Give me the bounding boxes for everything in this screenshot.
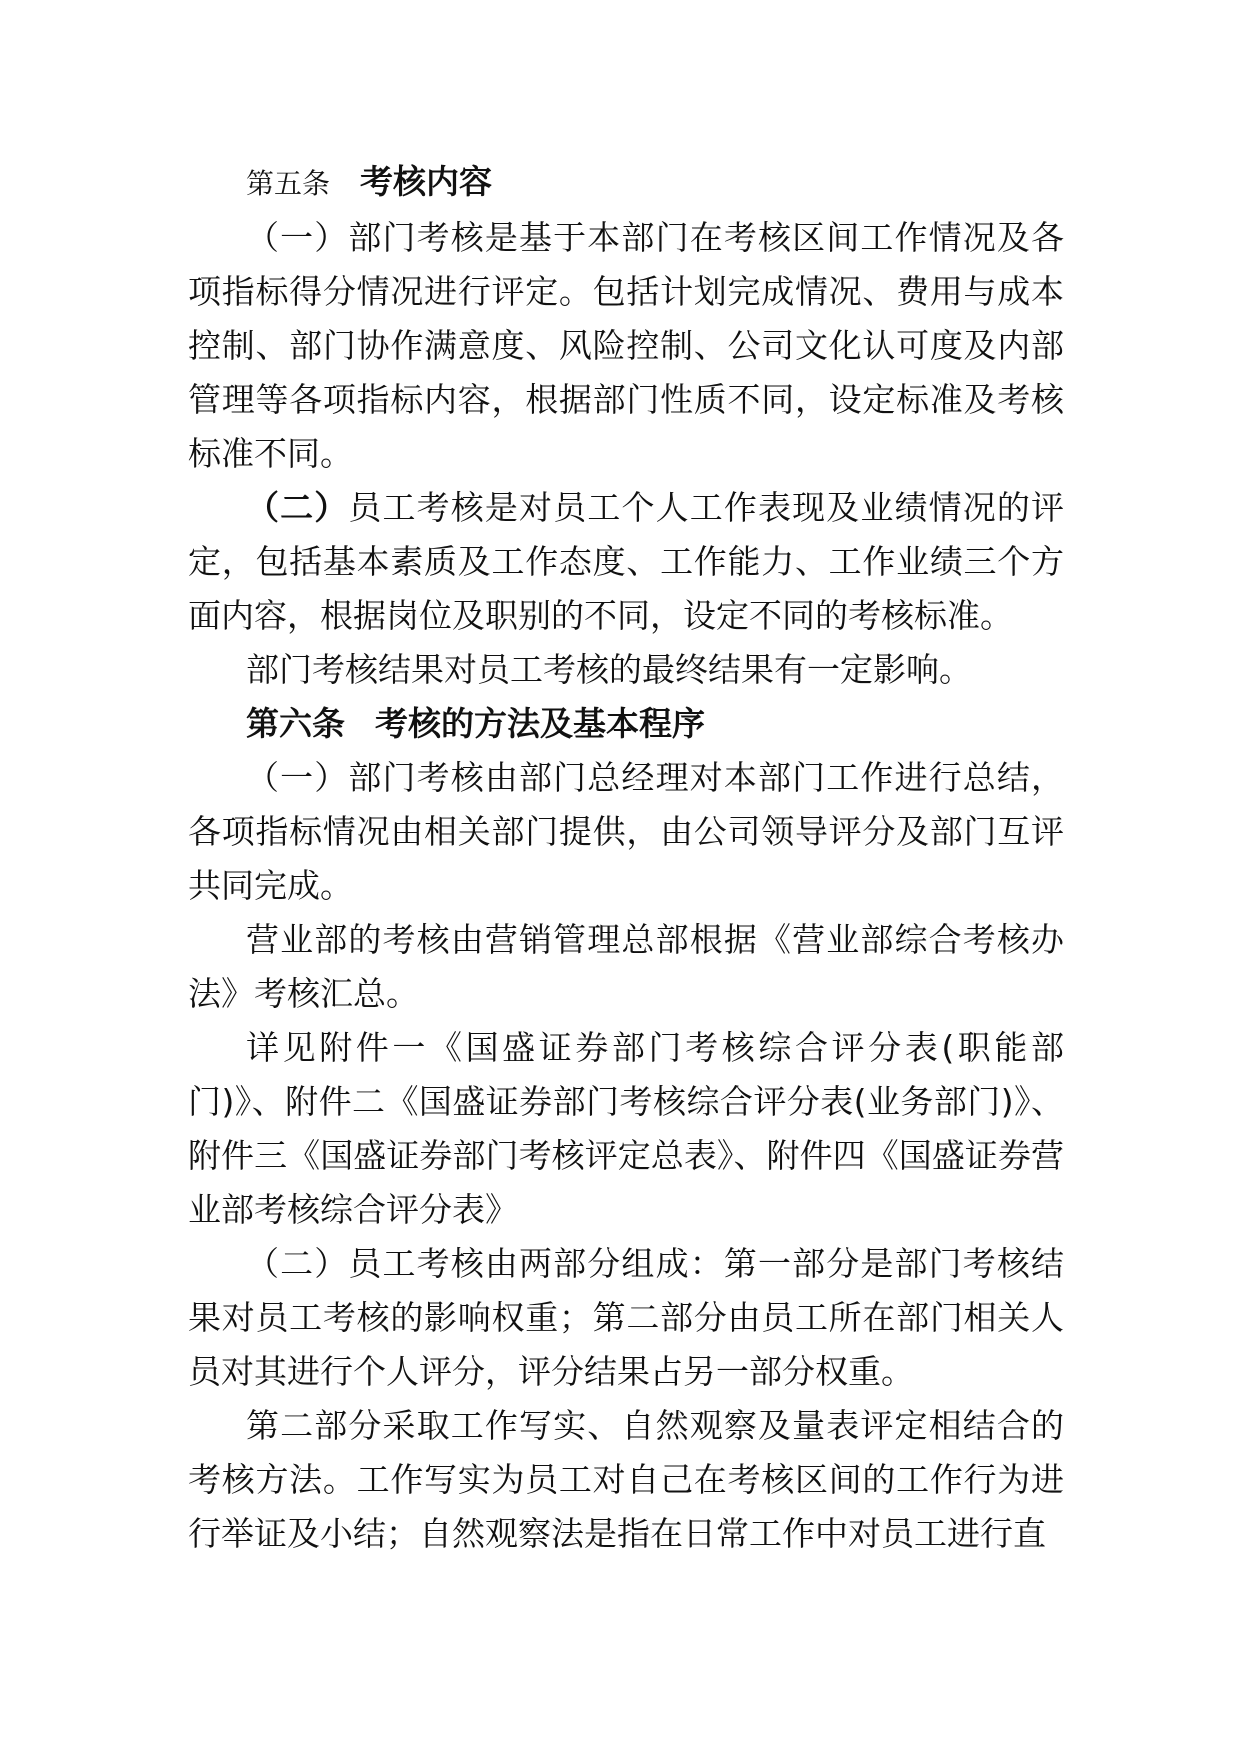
article-6-paragraph-3: 详见附件一《国盛证券部门考核综合评分表(职能部门)》、附件二《国盛证券部门考核综合评分表(业务部门)》、附件三《国盛证券部门考核评定总表》、附件四《国盛证券营业部考核综合评分表》: [188, 1028, 1064, 1229]
article-5-heading: [188, 155, 1064, 211]
article-6-paragraph-5: 第二部分采取工作写实、自然观察及量表评定相结合的考核方法。工作写实为员工对自己在考核区间的工作行为进行举证及小结；自然观察法是指在日常工作中对员工进行直: [188, 1406, 1064, 1553]
article-5-paragraph-2: [188, 481, 1064, 643]
article-6-title: 考核的方法及基本程序: [375, 704, 705, 743]
article-6-paragraph-2: 营业部的考核由营销管理总部根据《营业部综合考核办法》考核汇总。: [188, 920, 1064, 1013]
article-5-paragraph-2-lead: （二）: [246, 488, 349, 527]
article-5-paragraph-3: 部门考核结果对员工考核的最终结果有一定影响。: [246, 650, 972, 689]
article-5-paragraph-2-text: 员工考核是对员工个人工作表现及业绩情况的评定，包括基本素质及工作态度、工作能力、工作业绩三个方面内容，根据岗位及职别的不同，设定不同的考核标准。: [188, 488, 1065, 635]
article-5-paragraph-1: （一）部门考核是基于本部门在考核区间工作情况及各项指标得分情况进行评定。包括计划完成情况、费用与成本控制、部门协作满意度、风险控制、公司文化认可度及内部管理等各项指标内容，根据部门性质不同，设定标准及考核标准不同。: [188, 218, 1064, 473]
article-6-number: 第六条: [246, 704, 345, 743]
article-6-heading: [188, 697, 1064, 751]
article-6-paragraph-1: （一）部门考核由部门总经理对本部门工作进行总结，各项指标情况由相关部门提供，由公司领导评分及部门互评共同完成。: [188, 758, 1064, 905]
article-5-number: 第五条: [246, 167, 331, 200]
article-5-title: 考核内容: [360, 162, 493, 201]
article-6-paragraph-4: （二）员工考核由两部分组成：第一部分是部门考核结果对员工考核的影响权重；第二部分由员工所在部门相关人员对其进行个人评分，评分结果占另一部分权重。: [188, 1244, 1064, 1391]
document-body: [188, 155, 1064, 1561]
